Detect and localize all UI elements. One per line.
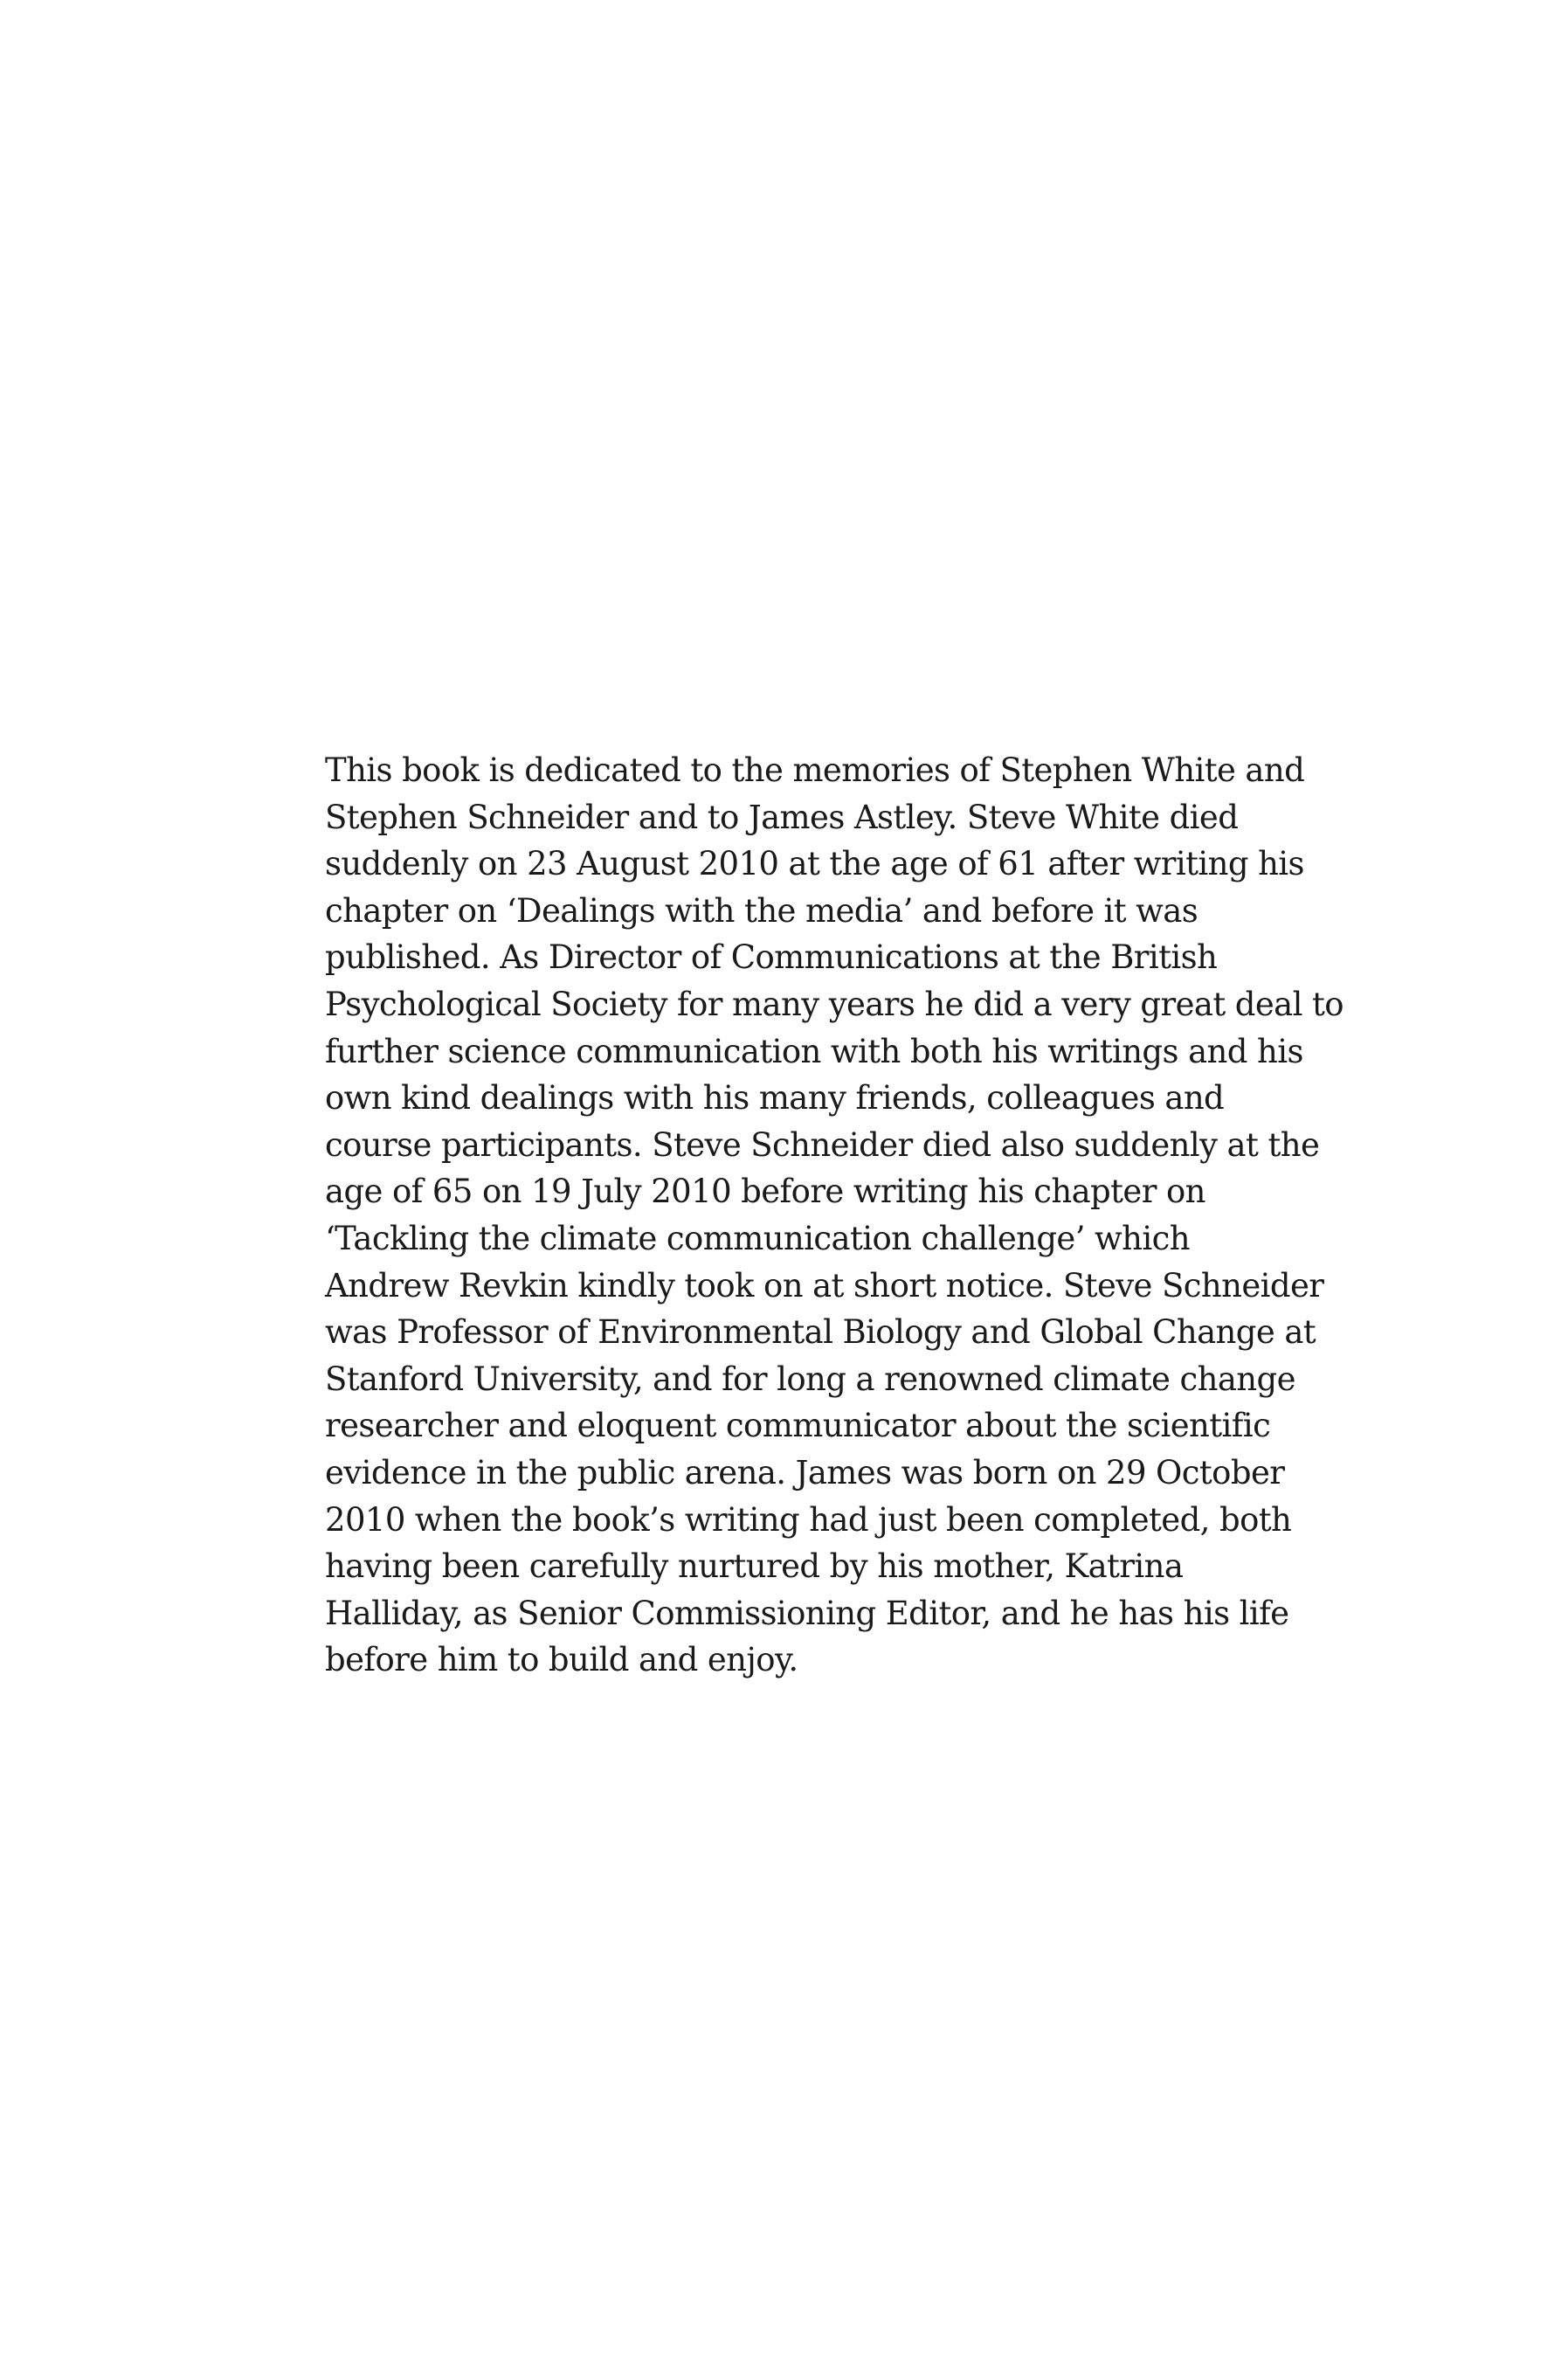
dedication-line: having been carefully nurtured by his mother, Katrina (325, 1547, 1184, 1586)
dedication-line: ‘Tackling the climate communication challenge’ which (325, 1219, 1190, 1257)
dedication-line: evidence in the public arena. James was born on 29 October (325, 1453, 1285, 1491)
dedication-line: Stephen Schneider and to James Astley. Steve White died (325, 798, 1239, 836)
dedication-line: 2010 when the book’s writing had just been completed, both (325, 1500, 1292, 1539)
dedication-line: age of 65 on 19 July 2010 before writing his chapter on (325, 1173, 1205, 1211)
dedication-line: Stanford University, and for long a renowned climate change (325, 1360, 1295, 1398)
dedication-line: before him to build and enjoy. (325, 1641, 798, 1679)
dedication-line: Andrew Revkin kindly took on at short notice. Steve Schneider (325, 1266, 1324, 1305)
dedication-line: Halliday, as Senior Commissioning Editor, and he has his life (325, 1594, 1289, 1632)
dedication-line: own kind dealings with his many friends, colleagues and (325, 1079, 1225, 1118)
dedication-line: course participants. Steve Schneider died also suddenly at the (325, 1125, 1320, 1164)
dedication-line: suddenly on 23 August 2010 at the age of 61 after writing his (325, 845, 1304, 883)
dedication-line: published. As Director of Communications at the British (325, 938, 1218, 977)
dedication-line: was Professor of Environmental Biology and Global Change at (325, 1313, 1316, 1352)
dedication-line: chapter on ‘Dealings with the media’ and before it was (325, 891, 1198, 930)
dedication-paragraph (325, 747, 1344, 1684)
dedication-line: This book is dedicated to the memories of Stephen White and (325, 751, 1305, 789)
dedication-line: further science communication with both his writings and his (325, 1032, 1303, 1070)
dedication-line: Psychological Society for many years he did a very great deal to (325, 985, 1344, 1023)
dedication-line: researcher and eloquent communicator about the scientific (325, 1407, 1271, 1445)
